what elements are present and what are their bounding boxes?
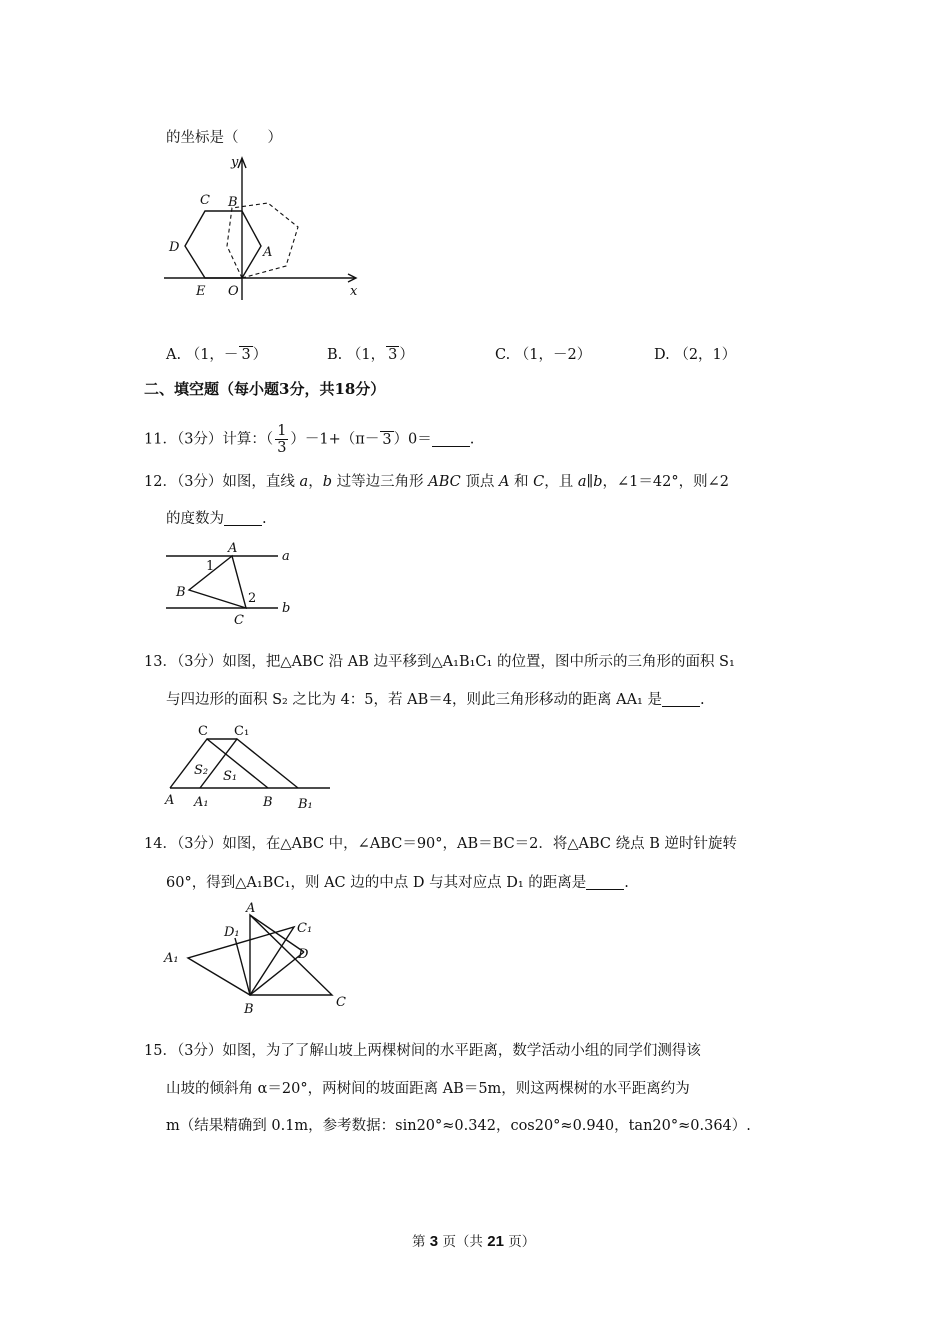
q13-label-S2: S₂ [194,763,209,778]
q15-line2: 山坡的倾斜角 α＝20°，两树间的坡面距离 AB＝5m，则这两棵树的水平距离约为 [166,1081,690,1097]
q14-label-A: A [246,901,256,916]
q13-line2: 与四边形的面积 S₂ 之比为 4：5，若 AB＝4，则此三角形移动的距离 AA₁ 是 . [166,692,705,708]
q11-fraction: $\frac{1}{3}$ [277,423,287,456]
q11-answer-blank [432,432,470,447]
q13-label-A: A [165,793,175,808]
q10-label-O: O [228,284,239,299]
q12-label-1: 1 [206,559,215,574]
q14-label-C1: C₁ [297,921,313,936]
q13-label-A1: A₁ [194,795,209,810]
q12-label-a: a [282,549,290,564]
q14-label-C: C [336,995,346,1010]
page-footer: 第 3 页（共 21 页） [412,1233,536,1250]
q13-label-S1: S₁ [223,769,238,784]
section-title: 二、填空题（每小题3分，共18分） [144,380,386,398]
q14-label-D: D [298,947,309,962]
q14-line1: 14．（3分）如图，在△ABC 中，∠ABC＝90°，AB＝BC＝2．将△ABC 绕点 B 逆时针旋转 [144,836,738,852]
q12-label-2: 2 [248,591,257,606]
page-number: 3 [429,1233,439,1250]
q14-answer-blank [586,875,624,890]
q14-label-A1: A₁ [164,951,179,966]
q13-label-B1: B₁ [298,797,313,812]
q13-figure [160,718,330,818]
q14-figure [160,900,355,1020]
q10-label-A: A [263,245,273,260]
q13-answer-blank [662,692,700,707]
q14-label-D1: D₁ [224,925,240,940]
q12-label-B: B [176,585,186,600]
q10-option-a: A. （1，－ 3 ） [166,347,268,363]
q14-label-B: B [244,1002,254,1017]
q10-tail: 的坐标是（ ） [166,130,282,146]
q14-line2: 60°，得到△A₁BC₁，则 AC 边的中点 D 与其对应点 D₁ 的距离是 . [166,875,629,891]
q10-label-D: D [169,240,180,255]
q12-label-A: A [228,541,238,556]
page-total: 21 [487,1233,504,1250]
q13-label-C: C [198,724,208,739]
q12-answer-blank [224,511,262,526]
q10-figure [160,150,370,305]
q10-label-x: x [350,284,358,299]
q11: 11．（3分）计算：（ $\frac{1}{3}$ ）－1+（π－ 3 ）0＝ . [144,423,475,456]
q12-label-b: b [282,601,291,616]
q12-line2: 的度数为 . [166,511,267,527]
q15-line1: 15．（3分）如图，为了了解山坡上两棵树间的水平距离，数学活动小组的同学们测得该 [144,1043,701,1059]
q10-option-c: C. （1，－2） [495,347,592,363]
q12-line1: 12．（3分）如图，直线 a，b 过等边三角形 ABC 顶点 A 和 C，且 a∥b，∠1＝42°，则∠2 [144,474,729,490]
q13-line1: 13．（3分）如图，把△ABC 沿 AB 边平移到△A₁B₁C₁ 的位置，图中所示的三角形的面积 S₁ [144,654,735,670]
q13-label-B: B [263,795,273,810]
q12-figure [160,540,300,630]
q15-line3: m（结果精确到 0.1m，参考数据：sin20°≈0.342，cos20°≈0.940，tan20°≈0.364）. [166,1118,751,1134]
q10-label-B: B [228,195,238,210]
q10-option-d: D. （2，1） [654,347,737,363]
q10-option-b: B. （1， 3 ） [327,347,414,363]
q12-label-C: C [234,613,244,628]
q10-label-y: y [231,155,239,170]
q13-label-C1: C₁ [234,724,250,739]
q10-label-E: E [196,284,206,299]
q10-label-C: C [200,193,210,208]
